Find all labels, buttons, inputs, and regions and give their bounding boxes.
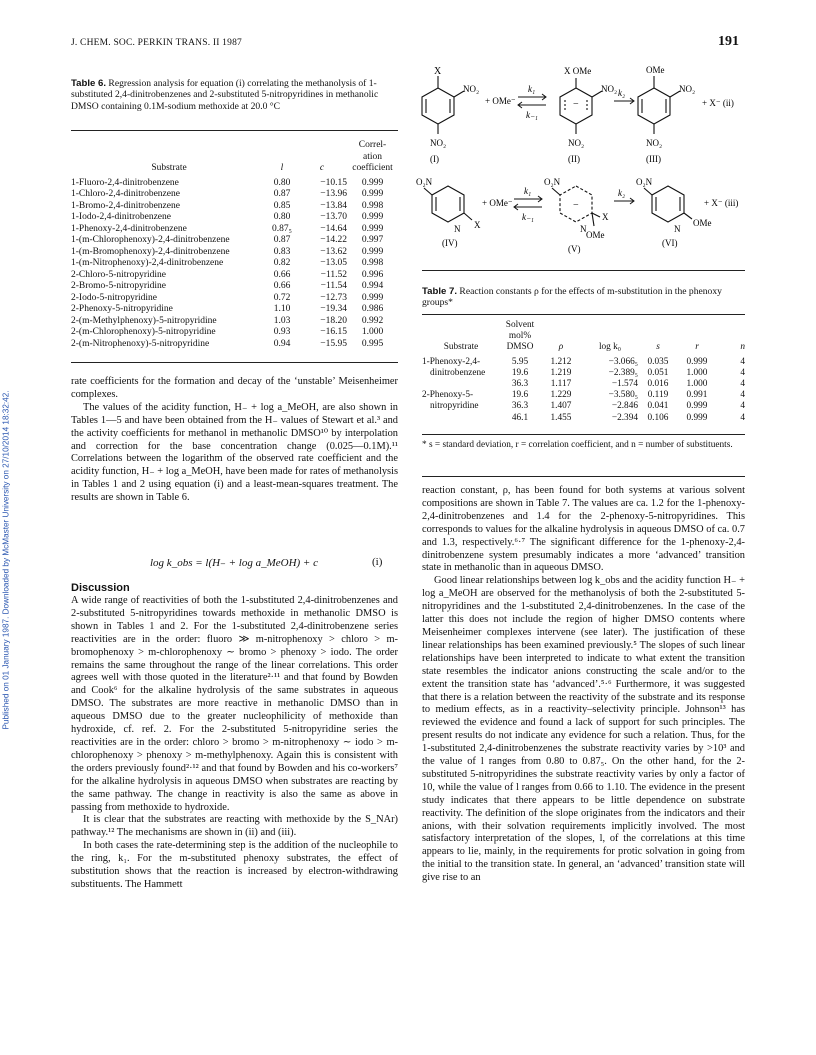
km1-ii: k₋₁ bbox=[526, 110, 538, 120]
table7-top-rule bbox=[422, 314, 745, 315]
II-minus: − bbox=[573, 99, 579, 110]
table7-header-dmso: DMSO bbox=[506, 342, 534, 353]
right-paragraph-1: reaction constant, ρ, has been found for both systems at various solvent compositions are shown in Table 7. The values are ca. 1.2 for the 1-phenoxy-2,4-dinitrobenzenes and 1.4 for the 2-phenoxy-5-nitropyridines. This corresponds to values for the alkaline hydrolysis in aqueous DMSO of ca. 0.7 and 1.3, respectively.⁶·⁷ The significant difference for the 1-phenoxy-2,4-dinitrobenzene system presumably indicates a more ‘advanced’ transition state in methanolic than in aqueous DMSO. bbox=[422, 485, 745, 574]
table6-header-substrate: Substrate bbox=[151, 163, 187, 173]
table7-caption bbox=[422, 286, 745, 309]
left-paragraph-4: It is clear that the substrates are reacting with methoxide by the S_NAr) pathway.¹² The mechanisms are shown in (ii) and (iii). bbox=[71, 814, 398, 839]
II-no2a: NO₂ bbox=[601, 84, 618, 94]
structure-IV bbox=[424, 186, 472, 222]
table6-cell-c: −14.22 bbox=[320, 235, 347, 245]
label-II: (II) bbox=[568, 154, 580, 164]
table6-row bbox=[71, 189, 398, 201]
table6-cell-r: 1.000 bbox=[361, 327, 384, 337]
table7-header-s: s bbox=[656, 342, 660, 353]
table7-cell-rho: 1.212 bbox=[550, 356, 572, 367]
table7-row bbox=[422, 379, 745, 390]
table7 bbox=[422, 320, 745, 424]
table7-cell-s: 0.016 bbox=[647, 379, 669, 390]
table6-row bbox=[71, 201, 398, 213]
table6-cell-substrate: 1-(m-Bromophenoxy)-2,4-dinitrobenzene bbox=[71, 246, 230, 257]
table6-cell-substrate: 2-(m-Methylphenoxy)-5-nitropyridine bbox=[71, 315, 217, 326]
k1-iii: k₁ bbox=[524, 186, 532, 196]
table6-cell-substrate: 1-Chloro-2,4-dinitrobenzene bbox=[71, 189, 180, 199]
table7-cell-s: 0.051 bbox=[647, 367, 669, 378]
table7-cell-r: 0.999 bbox=[686, 356, 708, 367]
table6-cell-c: −16.15 bbox=[320, 327, 347, 337]
table7-header-logk0: log k₀ bbox=[598, 342, 622, 353]
label-V: (V) bbox=[568, 244, 581, 254]
table6-cell-substrate: 2-(m-Nitrophenoxy)-5-nitropyridine bbox=[71, 338, 210, 349]
table6-cell-c: −18.20 bbox=[320, 315, 347, 326]
table7-cell-s: 0.106 bbox=[647, 412, 669, 423]
reaction-scheme bbox=[418, 60, 748, 260]
table6-row bbox=[71, 281, 398, 293]
structure-II bbox=[560, 78, 602, 134]
table7-cell-n: 4 bbox=[740, 379, 745, 390]
table6-cell-l: 1.03 bbox=[273, 315, 291, 326]
table7-cell-dmso: 36.3 bbox=[511, 379, 529, 390]
equation-i: log k_obs = l(H₋ + log a_MeOH) + c bbox=[150, 557, 318, 569]
table6-row bbox=[71, 178, 398, 190]
left-paragraph-2: The values of the acidity function, H₋ + log a_MeOH, are also shown in Tables 1—5 and have been obtained from the H₋ values of Stewart et al.³ and the activity coefficients for methanol in methanolic DMSO¹⁰ by interpolation and correction for the base concentration change (0.025—0.1M).¹¹ Correlations between the logarithm of the observed rate coefficient and the acidity function, H₋ + log a_MeOH, have been made for rates of methanolysis in Tables 1 and 2 using equation (i) and a least-mean-squares treatment. The results are shown in Table 6. bbox=[71, 401, 399, 504]
table7-cell-s: 0.041 bbox=[647, 401, 669, 412]
table7-header-substrate: Substrate bbox=[443, 342, 479, 353]
left-paragraph-5: In both cases the rate-determining step is the addition of the nucleophile to the ring, k₁. For the m-substituted phenoxy substrates, the effect of substitution shows that the reaction is increased by electron-withdrawing substituents. The Hammett bbox=[71, 840, 398, 890]
table6-cell-l: 0.66 bbox=[273, 269, 291, 280]
table7-row bbox=[422, 390, 745, 401]
table6-cell-l: 0.94 bbox=[273, 338, 291, 349]
table7-cell-rho: 1.455 bbox=[550, 412, 572, 423]
table6-cell-c: −11.52 bbox=[320, 269, 347, 280]
III-no2b: NO₂ bbox=[646, 138, 663, 148]
table6-cell-l: 0.80 bbox=[273, 177, 291, 188]
table6-row bbox=[71, 270, 398, 282]
left-paragraph-3: A wide range of reactivities of both the 1-substituted 2,4-dinitrobenzenes and 2-substituted 5-nitropyridines towards methoxide in methanolic DMSO is shown in Tables 1 and 2. For the 1-substituted 2,4-dinitrobenzene series reactivities are in the order: fluoro ≫ m-nitrophenoxy > chloro > m-bromophenoxy > m-chlorophenoxy ∼ bromo > phenoxy > iodo. The order remains the same throughout the range of the linear correlations. This order agrees well with those quoted in the literature²·¹¹ and that found by Bowden and Cook⁶ for the alkaline hydrolysis of the same substrates in aqueous DMSO. The substrates are more reactive in methanolic DMSO than in aqueous DMSO due to the greater nucleophilicity of methoxide than hydroxide, cf. ref. 2. For the 2-substituted 5-nitropyridine series the reactivities are in the order: chloro > bromo > m-nitrophenoxy ∼ iodo > m-chlorophenoxy > phenoxy > m-methylphenoxy. Again this is consistent with the orders previously found²·¹² and that found by Bowden and his co-workers⁷ for the alkaline hydrolysis in aqueous DMSO when substrates are reacting by the same pathway. The change in reactivity is also the same as above in passing from methoxide to hydroxide. bbox=[71, 595, 398, 813]
IV-o2n: O₂N bbox=[416, 177, 433, 187]
table6-cell-r: 0.998 bbox=[361, 200, 384, 211]
table6-row bbox=[71, 247, 398, 259]
equilibrium-arrows-iii bbox=[514, 196, 542, 210]
page-number: 191 bbox=[718, 34, 739, 49]
I-x: X bbox=[434, 66, 442, 77]
table7-header-rho: ρ bbox=[558, 342, 564, 353]
table7-cell-substrate bbox=[422, 379, 500, 390]
table6-header-l: l bbox=[280, 163, 284, 173]
II-x-ome: X OMe bbox=[564, 66, 592, 76]
table6-header-c: c bbox=[319, 163, 325, 173]
discussion-text bbox=[71, 595, 398, 892]
table7-cell-dmso: 19.6 bbox=[511, 367, 529, 378]
table6-cell-c: −15.95 bbox=[320, 338, 347, 349]
table6-row bbox=[71, 304, 398, 316]
table7-footnote: * s = standard deviation, r = correlation coefficient, and n = number of substituents. bbox=[422, 440, 733, 450]
table6-cell-substrate: 2-Chloro-5-nitropyridine bbox=[71, 269, 166, 280]
download-watermark bbox=[0, 60, 14, 960]
table6-cell-l: 0.82 bbox=[273, 258, 291, 268]
table7-cell-dmso: 5.95 bbox=[511, 356, 529, 367]
table6-row bbox=[71, 224, 398, 236]
table6-cell-substrate: 1-Fluoro-2,4-dinitrobenzene bbox=[71, 177, 179, 188]
eq-iii-label: + X⁻ (iii) bbox=[704, 198, 739, 208]
VI-o2n: O₂N bbox=[636, 177, 653, 187]
table6-header-corr1: Correl- bbox=[358, 140, 387, 150]
km1-iii: k₋₁ bbox=[522, 212, 534, 222]
table6-cell-r: 0.999 bbox=[361, 189, 384, 199]
table6-cell-substrate: 2-Phenoxy-5-nitropyridine bbox=[71, 304, 173, 314]
III-ome: OMe bbox=[646, 65, 665, 75]
table7-bottom-rule bbox=[422, 476, 745, 477]
IV-n: N bbox=[454, 224, 461, 234]
equilibrium-arrows-ii bbox=[518, 94, 546, 108]
label-VI: (VI) bbox=[662, 238, 678, 248]
table7-cell-r: 0.999 bbox=[686, 412, 708, 423]
table6-cell-substrate: 1-(m-Chlorophenoxy)-2,4-dinitrobenzene bbox=[71, 235, 230, 245]
table6-cell-substrate: 1-Bromo-2,4-dinitrobenzene bbox=[71, 200, 180, 211]
table6-cell-substrate: 2-Bromo-5-nitropyridine bbox=[71, 281, 166, 291]
table6-cell-r: 0.999 bbox=[361, 223, 384, 234]
table6-row bbox=[71, 339, 398, 351]
label-III: (III) bbox=[646, 154, 661, 164]
table6-cell-c: −10.15 bbox=[320, 177, 347, 188]
running-header: J. CHEM. SOC. PERKIN TRANS. II 1987 bbox=[71, 38, 242, 48]
table7-cell-r: 0.991 bbox=[686, 390, 708, 401]
table6-cell-c: −13.96 bbox=[320, 189, 347, 199]
table7-cell-n: 4 bbox=[740, 390, 745, 401]
table7-cell-substrate: 2-Phenoxy-5- bbox=[422, 390, 474, 401]
table6-cell-r: 0.998 bbox=[361, 258, 384, 268]
table6-caption bbox=[71, 78, 396, 112]
table6-row bbox=[71, 316, 398, 328]
table7-row bbox=[422, 357, 745, 368]
table7-cell-rho: 1.407 bbox=[550, 401, 572, 412]
table7-cell-rho: 1.219 bbox=[550, 367, 572, 378]
structure-VI bbox=[644, 186, 692, 222]
table6 bbox=[71, 140, 398, 350]
V-o2n: O₂N bbox=[544, 177, 561, 187]
table6-cell-r: 0.995 bbox=[361, 338, 384, 349]
table7-cell-s: 0.119 bbox=[647, 390, 669, 401]
table6-cell-l: 0.66 bbox=[273, 281, 291, 291]
table6-cell-r: 0.999 bbox=[361, 212, 384, 222]
left-column-text bbox=[71, 376, 398, 505]
table7-cell-dmso: 46.1 bbox=[511, 412, 529, 423]
table7-cell-logk0: −2.389₅ bbox=[608, 367, 638, 378]
table6-row bbox=[71, 235, 398, 247]
table6-cell-r: 0.992 bbox=[361, 315, 384, 326]
table6-cell-c: −19.34 bbox=[320, 304, 347, 314]
table6-cell-substrate: 1-Iodo-2,4-dinitrobenzene bbox=[71, 212, 171, 222]
structure-I bbox=[422, 76, 464, 134]
table7-cell-n: 4 bbox=[740, 412, 745, 423]
table6-cell-l: 0.85 bbox=[273, 200, 291, 211]
right-paragraph-2: Good linear relationships between log k_obs and the acidity function H₋ + log a_MeOH are observed for the methanolysis of both the 2-substituted 5-nitropyridines and the 1-substituted 2,4-dinitrobenzenes. In the case of the latter this does not include the region of higher DMSO contents where Meisenheimer complexes intervene (see later). The justification of these linear relationships has been examined previously.⁵ The slopes of such linear relationships have been interpreted to indicate to what extent the transition state resembles the indicator anions constructing the scale and/or to the extent the transition state has ‘advanced’.⁵·⁶ Furthermore, it was suggested that there is a relation between the reactivity of the substrate and its response to medium effects, as in a reactivity–selectivity principle. Johnson¹³ has reviewed the evidence and found a lack of support for such principles. The present results do not indicate any evidence for such a relation. Thus, for the 1-substituted 2,4-dinitrobenzenes the substrate reactivity varies by >10³ and the value of l ranges from 0.80 to 0.87₅. On the other hand, for the 2-substituted 5-nitropyridines the substrate reactivity varies by only a factor of 10, while the value of l ranges from 0.66 to 1.10. The evidence in the present study indicates that there appears to be little dependence on substrate reactivity. The definition of the slope originates from the indicators and their anions, with their solvation requirements implicitly involved. The most satisfactory interpretation of the slopes, l, of the correlations at this time appears to lie, mainly, in the requirements for protic solvation in going from the initial to the transition state. In general, an ‘advanced’ transition state will give rise to an bbox=[422, 575, 745, 884]
table6-cell-r: 0.999 bbox=[361, 177, 384, 188]
k2-ii: k₂ bbox=[618, 88, 626, 98]
table6-cell-l: 0.83 bbox=[273, 246, 291, 257]
IV-x: X bbox=[474, 220, 481, 230]
table7-cell-n: 4 bbox=[740, 401, 745, 412]
table7-header-r: r bbox=[695, 342, 699, 353]
table7-cell-r: 1.000 bbox=[686, 379, 708, 390]
table6-cell-c: −13.62 bbox=[320, 246, 347, 257]
table6-row bbox=[71, 258, 398, 270]
table7-cell-r: 1.000 bbox=[686, 367, 708, 378]
label-IV: (IV) bbox=[442, 238, 458, 248]
table7-header-solvent2: mol% bbox=[508, 331, 532, 342]
table6-cell-l: 0.87 bbox=[273, 189, 291, 199]
table6-header-corr3: coefficient bbox=[352, 163, 393, 173]
table7-row bbox=[422, 368, 745, 379]
VI-n: N bbox=[674, 224, 681, 234]
table6-cell-substrate: 1-Phenoxy-2,4-dinitrobenzene bbox=[71, 223, 187, 234]
table7-caption-text: Reaction constants ρ for the effects of m-substitution in the phenoxy groups* bbox=[422, 286, 722, 309]
V-minus: − bbox=[573, 200, 579, 211]
table7-mid-rule bbox=[422, 434, 745, 435]
section-title-discussion: Discussion bbox=[71, 582, 130, 594]
table6-cell-l: 0.87 bbox=[273, 235, 291, 245]
left-paragraph-1: rate coefficients for the formation and decay of the ‘unstable’ Meisenheimer complexes. bbox=[71, 376, 398, 400]
V-x: X bbox=[602, 212, 609, 222]
download-watermark-text: Published on 01 January 1987. Downloaded by McMaster University on 27/10/2014 18:32:42. bbox=[1, 390, 11, 730]
table7-cell-substrate: dinitrobenzene bbox=[430, 367, 486, 378]
V-n: N bbox=[580, 224, 587, 234]
table7-cell-rho: 1.229 bbox=[550, 390, 572, 401]
table7-cell-substrate bbox=[422, 413, 500, 424]
table6-cell-c: −11.54 bbox=[320, 281, 347, 291]
table7-label: Table 7. bbox=[422, 286, 458, 297]
eq-ii-label: + X⁻ (ii) bbox=[702, 98, 734, 108]
table6-cell-r: 0.999 bbox=[361, 292, 384, 303]
arrow-k2-ii bbox=[614, 98, 634, 104]
table7-cell-dmso: 36.3 bbox=[511, 401, 529, 412]
VI-ome: OMe bbox=[693, 218, 712, 228]
table7-cell-logk0: −3.066₅ bbox=[608, 356, 638, 367]
table7-cell-logk0: −2.846 bbox=[611, 401, 638, 412]
k2-iii: k₂ bbox=[618, 188, 626, 198]
table6-cell-l: 0.80 bbox=[273, 212, 291, 222]
I-no2b: NO₂ bbox=[430, 138, 447, 148]
table7-cell-s: 0.035 bbox=[647, 356, 669, 367]
table7-cell-r: 0.999 bbox=[686, 401, 708, 412]
III-no2a: NO₂ bbox=[679, 84, 696, 94]
label-I: (I) bbox=[430, 154, 439, 164]
table6-cell-r: 0.999 bbox=[361, 246, 384, 257]
table6-cell-r: 0.986 bbox=[361, 304, 384, 314]
table6-label: Table 6. bbox=[71, 78, 107, 89]
table7-header-solvent1: Solvent bbox=[505, 320, 535, 330]
structure-III bbox=[638, 76, 680, 134]
table7-cell-dmso: 19.6 bbox=[511, 390, 529, 401]
table7-cell-substrate: 1-Phenoxy-2,4- bbox=[422, 356, 481, 367]
k1-ii: k₁ bbox=[528, 84, 536, 94]
table6-cell-c: −14.64 bbox=[320, 223, 347, 234]
table6-row bbox=[71, 212, 398, 224]
table7-cell-n: 4 bbox=[740, 356, 745, 367]
table6-cell-substrate: 2-Iodo-5-nitropyridine bbox=[71, 292, 158, 303]
table6-cell-r: 0.996 bbox=[361, 269, 384, 280]
table7-cell-logk0: −1.574 bbox=[611, 379, 638, 390]
table6-bottom-rule bbox=[71, 362, 398, 363]
table6-cell-substrate: 1-(m-Nitrophenoxy)-2,4-dinitrobenzene bbox=[71, 258, 224, 268]
table6-cell-l: 0.93 bbox=[273, 327, 291, 337]
table7-header-n: n bbox=[740, 342, 745, 353]
table7-cell-logk0: −3.580₅ bbox=[608, 390, 638, 401]
table6-cell-r: 0.997 bbox=[361, 235, 384, 245]
table7-cell-rho: 1.117 bbox=[550, 379, 572, 390]
table6-cell-l: 0.87₅ bbox=[272, 223, 292, 234]
arrow-k2-iii bbox=[614, 198, 634, 204]
table7-row bbox=[422, 413, 745, 424]
plus-ome-iii: + OMe⁻ bbox=[482, 198, 513, 208]
table6-cell-l: 0.72 bbox=[273, 292, 291, 303]
V-ome: OMe bbox=[586, 230, 605, 240]
table7-cell-substrate: nitropyridine bbox=[430, 401, 479, 412]
table6-header-corr2: ation bbox=[363, 151, 382, 162]
table7-cell-logk0: −2.394 bbox=[611, 412, 638, 423]
II-no2b: NO₂ bbox=[568, 138, 585, 148]
table6-row bbox=[71, 327, 398, 339]
table6-cell-c: −12.73 bbox=[320, 292, 347, 303]
scheme-bottom-rule bbox=[422, 270, 745, 271]
table6-cell-substrate: 2-(m-Chlorophenoxy)-5-nitropyridine bbox=[71, 327, 216, 337]
plus-ome: + OMe⁻ bbox=[485, 96, 516, 106]
table6-cell-c: −13.70 bbox=[320, 212, 347, 222]
right-column-text bbox=[422, 485, 745, 885]
table6-caption-text: Regression analysis for equation (i) correlating the methanolysis of 1-substituted 2,4-dinitrobenzenes and 2-substituted 5-nitropyridines in methanolic DMSO containing 0.1M-sodium methoxide at 20.0 °C bbox=[71, 78, 379, 112]
table6-top-rule bbox=[71, 130, 398, 131]
table7-row bbox=[422, 401, 745, 412]
I-no2a: NO₂ bbox=[463, 84, 480, 94]
table6-cell-c: −13.84 bbox=[320, 200, 347, 211]
table7-cell-n: 4 bbox=[740, 367, 745, 378]
table6-cell-l: 1.10 bbox=[273, 304, 291, 314]
equation-i-label: (i) bbox=[372, 556, 383, 568]
table6-cell-r: 0.994 bbox=[361, 281, 384, 291]
table6-cell-c: −13.05 bbox=[320, 258, 347, 268]
table6-row bbox=[71, 293, 398, 305]
